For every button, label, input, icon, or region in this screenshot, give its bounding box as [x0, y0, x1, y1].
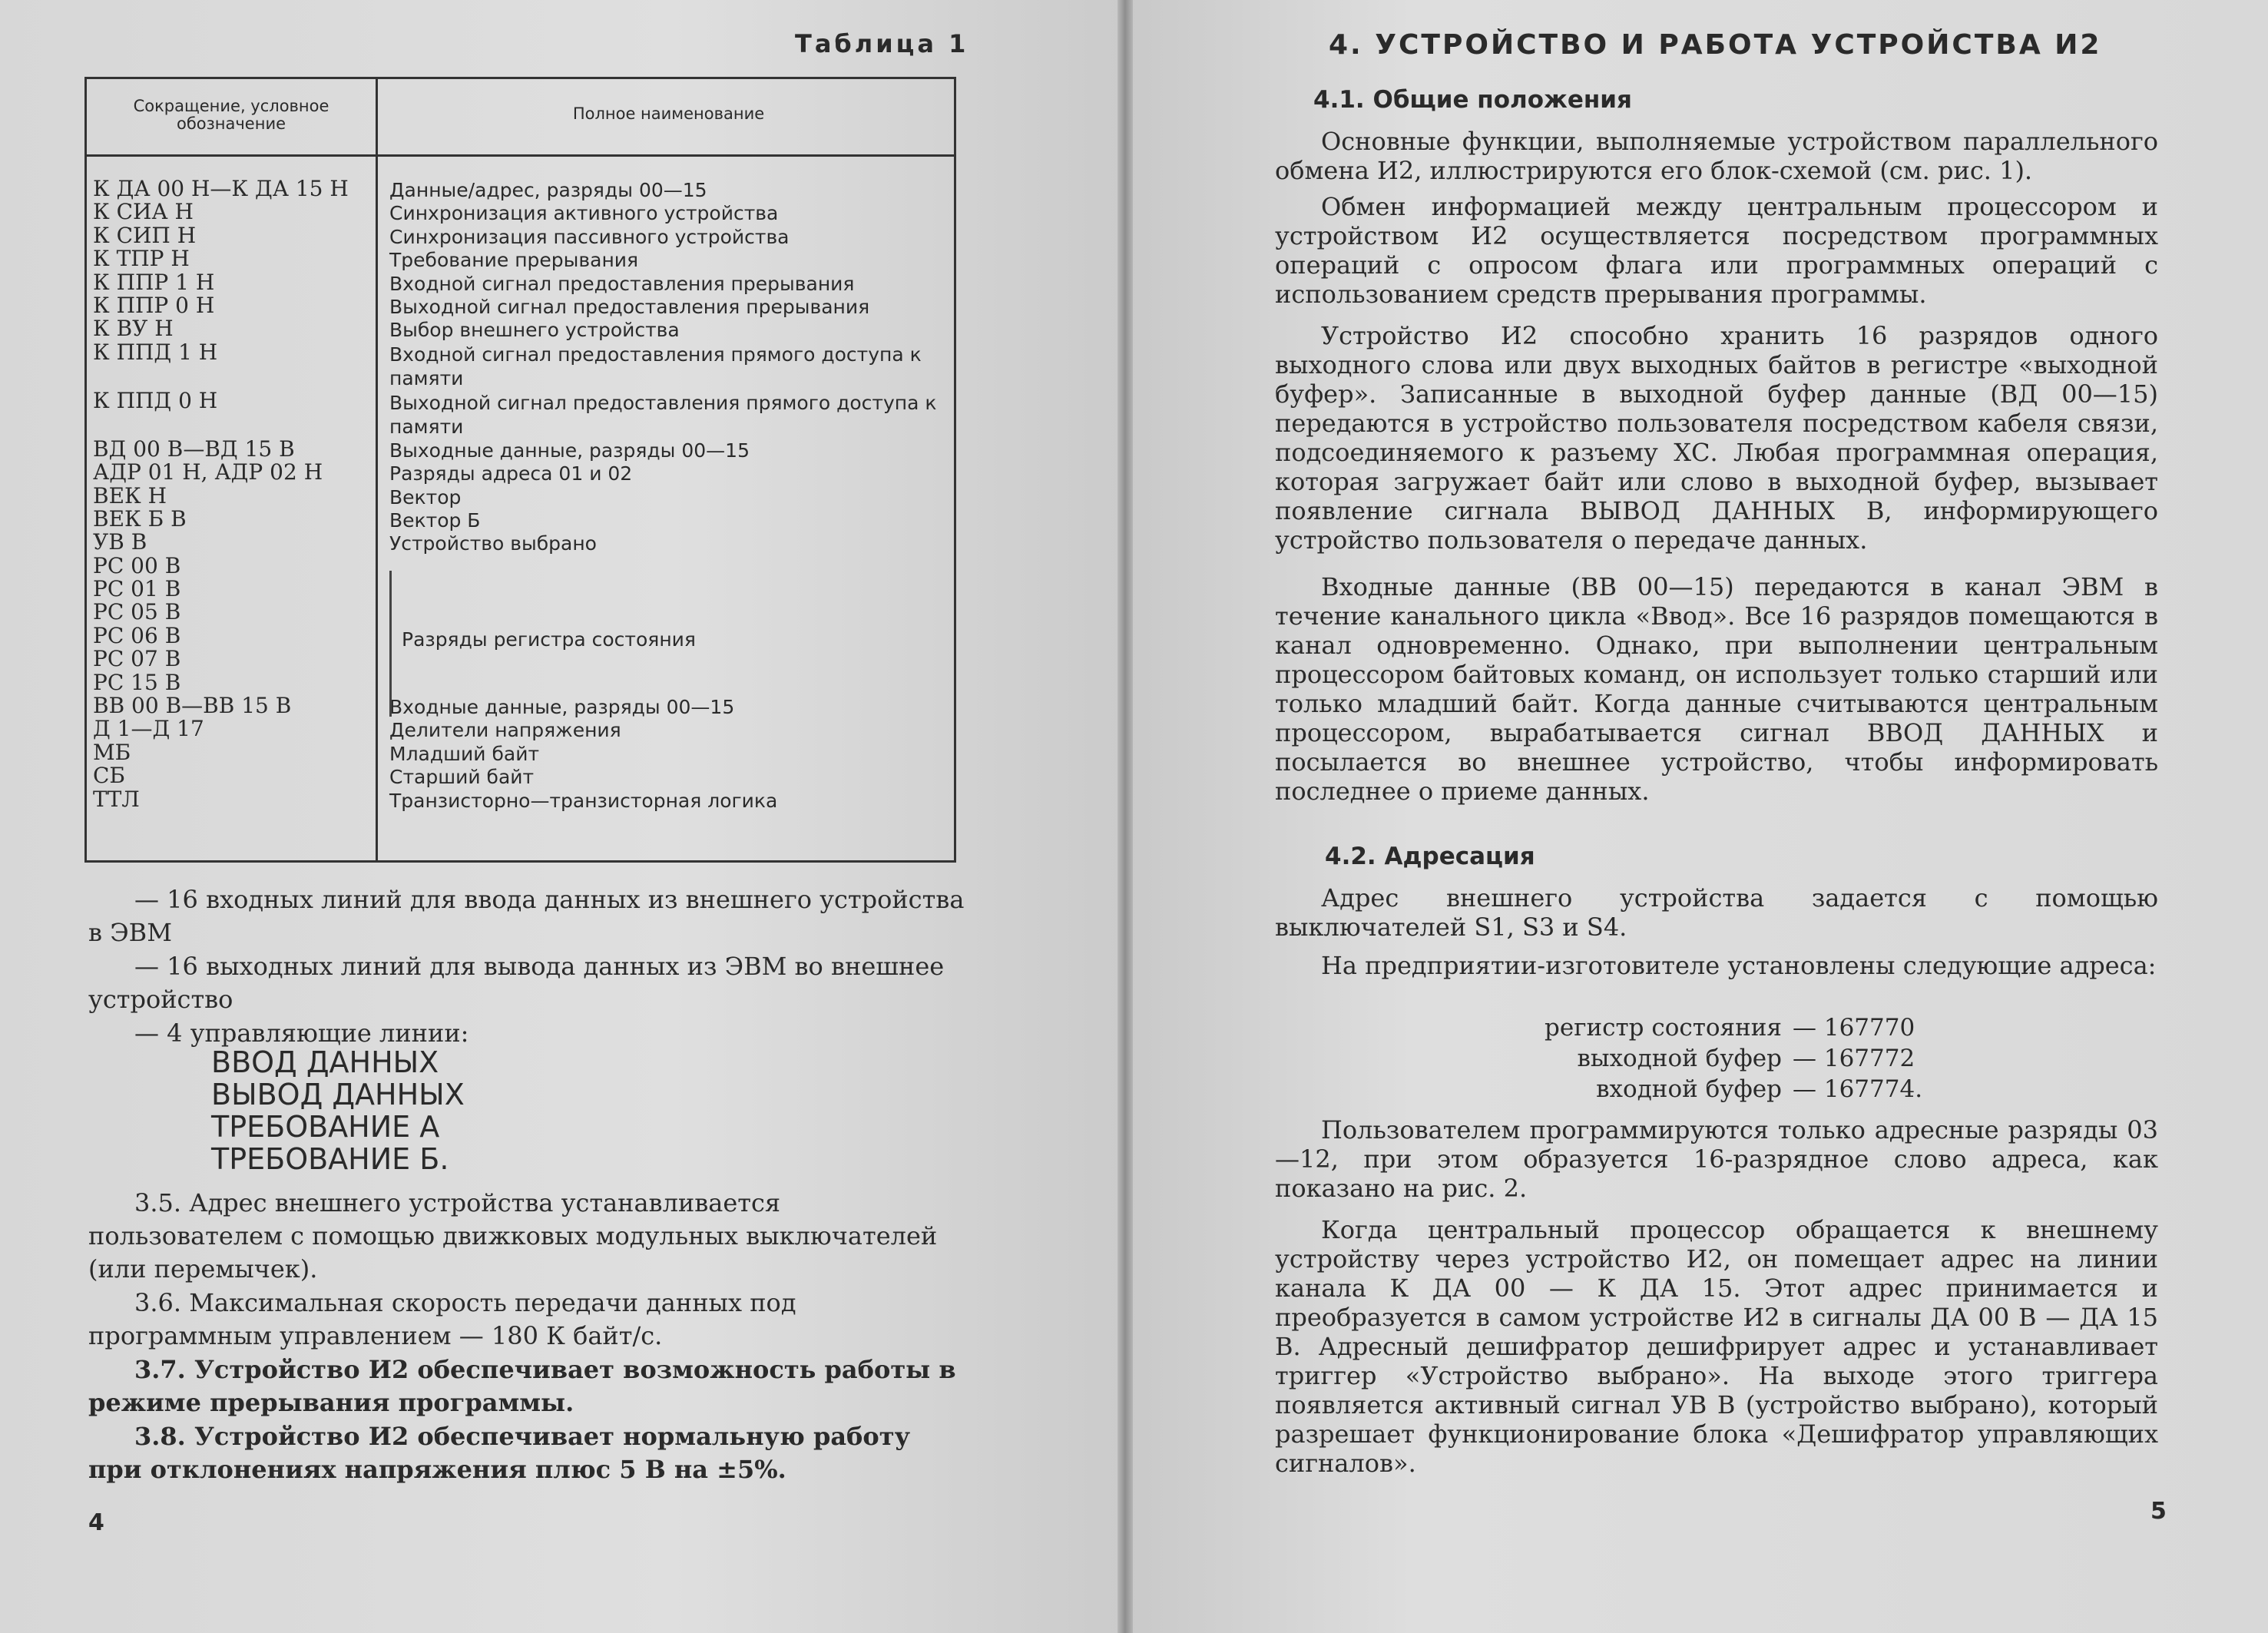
paragraph-3-8: 3.8. Устройство И2 обеспечивает нормальную работу при отклонениях напряжения плюс 5 В на ±5%. [88, 1422, 911, 1484]
table-row [93, 482, 953, 508]
address-value: — 167770 [1793, 1014, 1915, 1042]
row-abbr: РС 05 В [93, 599, 181, 625]
row-name: Требование прерывания [389, 249, 639, 272]
row-name: Синхронизация активного устройства [389, 202, 779, 225]
group-brace [389, 571, 399, 717]
table-row [93, 389, 953, 438]
row-abbr: К ППР 0 Н [93, 292, 215, 318]
table-row [93, 294, 953, 317]
paragraph-3-7: 3.7. Устройство И2 обеспечивает возможность работы в режиме прерывания программы. [88, 1355, 956, 1417]
table-row [93, 648, 953, 671]
paragraph-3-6: 3.6. Максимальная скорость передачи данных под программным управлением — 180 К байт/с. [88, 1288, 796, 1350]
paragraph: Основные функции, выполняемые устройством параллельного обмена И2, иллюстрируются его блок-схемой (см. рис. 1). [1275, 127, 2158, 185]
table-row [93, 438, 953, 461]
row-name: Входной сигнал предоставления прерывания [389, 272, 855, 295]
paragraph-3-5: 3.5. Адрес внешнего устройства устанавливается пользователем с помощью движковых модульных выключателей (или перемычек). [88, 1188, 938, 1284]
table-row [93, 694, 953, 717]
row-abbr: ВЕК Б В [93, 505, 187, 532]
list-item: — 16 выходных линий для вывода данных из ЭВМ во внешнее устройство [88, 952, 945, 1014]
signal-name: ВЫВОД ДАННЫХ [211, 1078, 465, 1111]
list-item: — 16 входных линий для ввода данных из внешнего устройства в ЭВМ [88, 885, 965, 947]
row-abbr: К ППД 1 Н [93, 339, 218, 365]
paragraph: Входные данные (ВВ 00—15) передаются в канал ЭВМ в течение канального цикла «Ввод». Все 16 разрядов помещаются в канал одновременно. Однако, при выполнении центральным процессором байтовых команд, он использует только старший или только младший байт. Когда данные считываются центральным процессором, вырабатывается сигнал ВВОД ДАННЫХ и посылается во внешнее устройство, чтобы информировать последнее о приеме данных. [1275, 572, 2158, 806]
row-name: Устройство выбрано [389, 532, 597, 555]
row-name: Входной сигнал предоставления прямого доступа к памяти [389, 343, 922, 389]
row-abbr: Д 1—Д 17 [93, 716, 204, 742]
section-title: 4.2. Адресация [1325, 843, 1535, 870]
group-label: Разряды регистра состояния [402, 628, 696, 651]
page-number-right: 5 [2150, 1498, 2167, 1525]
row-abbr: РС 01 В [93, 576, 181, 602]
row-abbr: К ТПР Н [93, 246, 190, 272]
row-name: Младший байт [389, 742, 540, 765]
list-item: — 4 управляющие линии: [134, 1019, 469, 1048]
table-row [93, 788, 953, 811]
table-row [93, 741, 953, 764]
table-row [93, 531, 953, 554]
row-name: Вектор [389, 485, 462, 508]
row-abbr: К ВУ Н [93, 316, 174, 342]
address-row [1505, 1043, 1922, 1074]
address-name: регистр состояния [1545, 1014, 1782, 1042]
signal-name: ТРЕБОВАНИЕ А [211, 1110, 440, 1144]
row-abbr: ВД 00 В—ВД 15 В [93, 436, 295, 462]
row-abbr: МБ [93, 739, 131, 765]
table-row [93, 505, 953, 532]
row-abbr: РС 06 В [93, 622, 181, 648]
row-abbr: К ППР 1 Н [93, 269, 215, 295]
table-row [93, 717, 953, 740]
row-abbr: СБ [93, 763, 125, 789]
table-row [93, 247, 953, 270]
address-row [1505, 1074, 1922, 1105]
table-row [93, 671, 953, 694]
row-name: Выходные данные, разряды 00—15 [389, 439, 750, 462]
row-abbr: К ДА 00 Н—К ДА 15 Н [93, 176, 349, 201]
row-abbr: РС 15 В [93, 669, 181, 695]
paragraph: Когда центральный процессор обращается к внешнему устройству через устройство И2, он помещает адрес на линии канала К ДА 00 — К ДА 15. Этот адрес принимается и преобразуется в самом устройстве И2 в сигналы ДА 00 В — ДА 15 В. Адресный дешифратор дешифрирует адрес и устанавливает триггер «Устройство выбрано». На выходе этого триггера появляется активный сигнал УВ В (устройство выбрано), который разрешает функционирование блока «Дешифратор управляющих сигналов». [1275, 1215, 2158, 1478]
table-row [93, 552, 953, 578]
row-abbr: АДР 01 Н, АДР 02 Н [93, 459, 323, 485]
row-abbr: ВВ 00 В—ВВ 15 В [93, 693, 292, 719]
row-abbr: РС 07 В [93, 646, 181, 672]
row-name: Транзисторно—транзисторная логика [389, 789, 778, 812]
section-title: 4.1. Общие положения [1313, 86, 1632, 114]
table-body [93, 177, 953, 811]
book-gutter [1117, 0, 1133, 1633]
address-value: — 167772 [1793, 1045, 1915, 1072]
row-name: Входные данные, разряды 00—15 [389, 696, 735, 719]
row-abbr: ВЕК Н [93, 482, 167, 508]
row-abbr: К СИА Н [93, 199, 194, 225]
table-row [93, 764, 953, 787]
row-name: Выходной сигнал предоставления прерывания [389, 295, 870, 318]
row-name: Выходной сигнал предоставления прямого доступа к памяти [389, 391, 937, 438]
address-name: выходной буфер [1577, 1045, 1782, 1072]
signal-name: ВВОД ДАННЫХ [211, 1045, 439, 1079]
table-row [93, 317, 953, 340]
row-abbr: ТТЛ [93, 786, 140, 812]
table-row [93, 200, 953, 224]
row-abbr: К СИП Н [93, 222, 197, 248]
table-header-abbr: Сокращение, условное обозначение [133, 97, 329, 134]
row-name: Выбор внешнего устройства [389, 319, 680, 342]
page-number-left: 4 [88, 1509, 104, 1536]
table-row [93, 601, 953, 624]
table-row [93, 578, 953, 601]
abbreviations-table [84, 77, 956, 863]
table-row [93, 341, 953, 389]
table-row [93, 177, 953, 200]
chapter-title: 4. УСТРОЙСТВО И РАБОТА УСТРОЙСТВА И2 [1329, 29, 2102, 61]
paragraph: Устройство И2 способно хранить 16 разрядов одного выходного слова или двух выходных байтов в регистре «выходной буфер». Записанные в выходной буфер данные (ВД 00—15) передаются в устройство пользователя посредством кабеля связи, подсоединяемого к разъему ХС. Любая программная операция, которая загружает байт или слово в выходной буфер, вызывает появление сигнала ВЫВОД ДАННЫХ В, информирующего устройство пользователя о передаче данных. [1275, 321, 2158, 555]
paragraph: На предприятии-изготовителе установлены следующие адреса: [1321, 951, 2157, 980]
row-abbr: УВ В [93, 529, 147, 555]
address-row [1505, 1012, 1922, 1043]
signal-name: ТРЕБОВАНИЕ Б. [211, 1142, 449, 1176]
row-name: Вектор Б [389, 508, 481, 532]
address-name: входной буфер [1596, 1075, 1782, 1103]
table-row [93, 461, 953, 484]
table-row [93, 271, 953, 294]
table-row [93, 224, 953, 247]
row-name: Синхронизация пассивного устройства [389, 225, 790, 248]
paragraph: Обмен информацией между центральным процессором и устройством И2 осуществляется посредством программных операций с опросом флага или программных операций с использованием средств прерывания программы. [1275, 192, 2158, 309]
paragraph: Пользователем программируются только адресные разряды 03—12, при этом образуется 16-разрядное слово адреса, как показано на рис. 2. [1275, 1115, 2158, 1203]
table-header-divider [87, 154, 954, 157]
address-list [1505, 1012, 1922, 1105]
row-abbr: К ППД 0 Н [93, 387, 218, 413]
row-name: Старший байт [389, 766, 535, 789]
row-name: Данные/адрес, разряды 00—15 [389, 179, 707, 201]
row-name: Делители напряжения [389, 719, 621, 742]
address-value: — 167774. [1793, 1075, 1923, 1103]
paragraph: Адрес внешнего устройства задается с помощью выключателей S1, S3 и S4. [1275, 883, 2158, 942]
table-caption: Таблица 1 [795, 29, 969, 58]
row-name: Разряды адреса 01 и 02 [389, 462, 633, 485]
row-abbr: РС 00 В [93, 552, 181, 578]
table-header-name: Полное наименование [572, 104, 765, 123]
